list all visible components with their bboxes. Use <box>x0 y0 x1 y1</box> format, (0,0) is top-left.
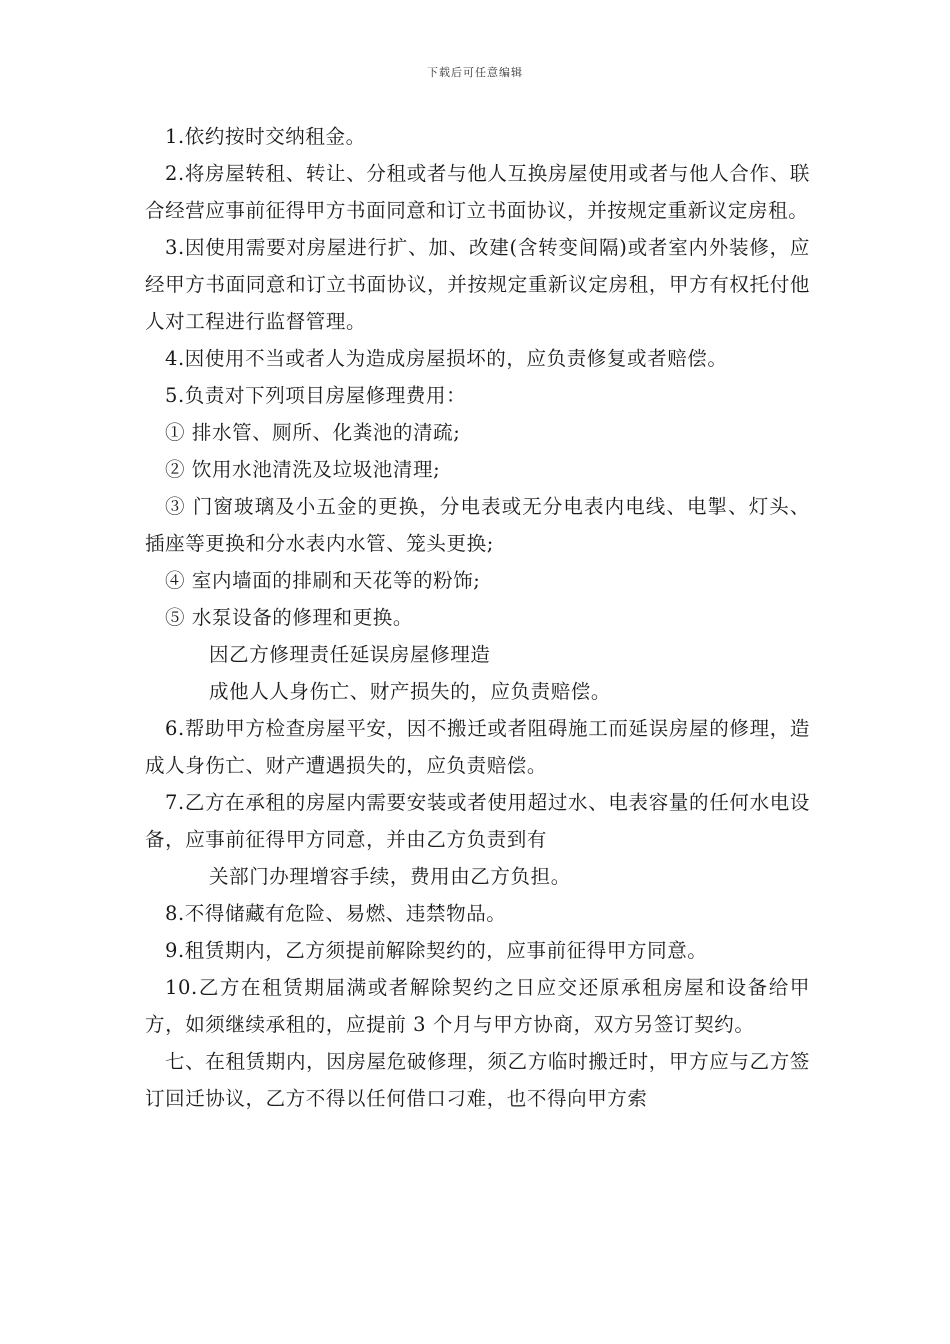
page-header: 下载后可任意编辑 <box>427 66 523 79</box>
clause-3: 3.因使用需要对房屋进行扩、加、改建(含转变间隔)或者室内外装修，应经甲方书面同意和订立书面协议，并按规定重新议定房租，甲方有权托付他人对工程进行监督管理。 <box>145 236 810 333</box>
clause-2: 2.将房屋转租、转让、分租或者与他人互换房屋使用或者与他人合作、联合经营应事前征得甲方书面同意和订立书面协议，并按规定重新议定房租。 <box>145 162 810 222</box>
clause-5-item-1: ① 排水管、厕所、化粪池的清疏; <box>165 421 461 444</box>
clause-5-item-4: ④ 室内墙面的排刷和天花等的粉饰; <box>165 569 481 592</box>
section-seven: 七、在租赁期内，因房屋危破修理，须乙方临时搬迁时，甲方应与乙方签订回迁协议，乙方不得以任何借口刁难，也不得向甲方索 <box>145 1050 810 1110</box>
clause-5-item-5: ⑤ 水泵设备的修理和更换。 <box>165 606 413 629</box>
clause-7: 7.乙方在承租的房屋内需要安装或者使用超过水、电表容量的任何水电设备，应事前征得甲方同意，并由乙方负责到有 <box>145 791 810 851</box>
clause-8: 8.不得储藏有危险、易燃、违禁物品。 <box>165 902 507 925</box>
clause-5-note-line-1: 因乙方修理责任延误房屋修理造 <box>209 643 491 666</box>
clause-7-continued: 关部门办理增容手续，费用由乙方负担。 <box>209 865 571 888</box>
clause-5-note-line-2: 成他人人身伤亡、财产损失的，应负责赔偿。 <box>209 680 612 703</box>
document-body <box>145 118 810 1117</box>
clause-5-item-2: ② 饮用水池清洗及垃圾池清理; <box>165 458 441 481</box>
clause-1: 1.依约按时交纳租金。 <box>165 125 366 148</box>
clause-5-item-3: ③ 门窗玻璃及小五金的更换，分电表或无分电表内电线、电掣、灯头、插座等更换和分水表内水管、笼头更换; <box>145 495 810 555</box>
clause-9: 9.租赁期内，乙方须提前解除契约的，应事前征得甲方同意。 <box>165 939 708 962</box>
clause-5: 5.负责对下列项目房屋修理费用： <box>165 384 467 407</box>
clause-10: 10.乙方在租赁期届满或者解除契约之日应交还原承租房屋和设备给甲方，如须继续承租的，应提前 3 个月与甲方协商，双方另签订契约。 <box>145 976 810 1036</box>
clause-6: 6.帮助甲方检查房屋平安，因不搬迁或者阻碍施工而延误房屋的修理，造成人身伤亡、财产遭遇损失的，应负责赔偿。 <box>145 717 810 777</box>
clause-4: 4.因使用不当或者人为造成房屋损坏的，应负责修复或者赔偿。 <box>165 347 728 370</box>
